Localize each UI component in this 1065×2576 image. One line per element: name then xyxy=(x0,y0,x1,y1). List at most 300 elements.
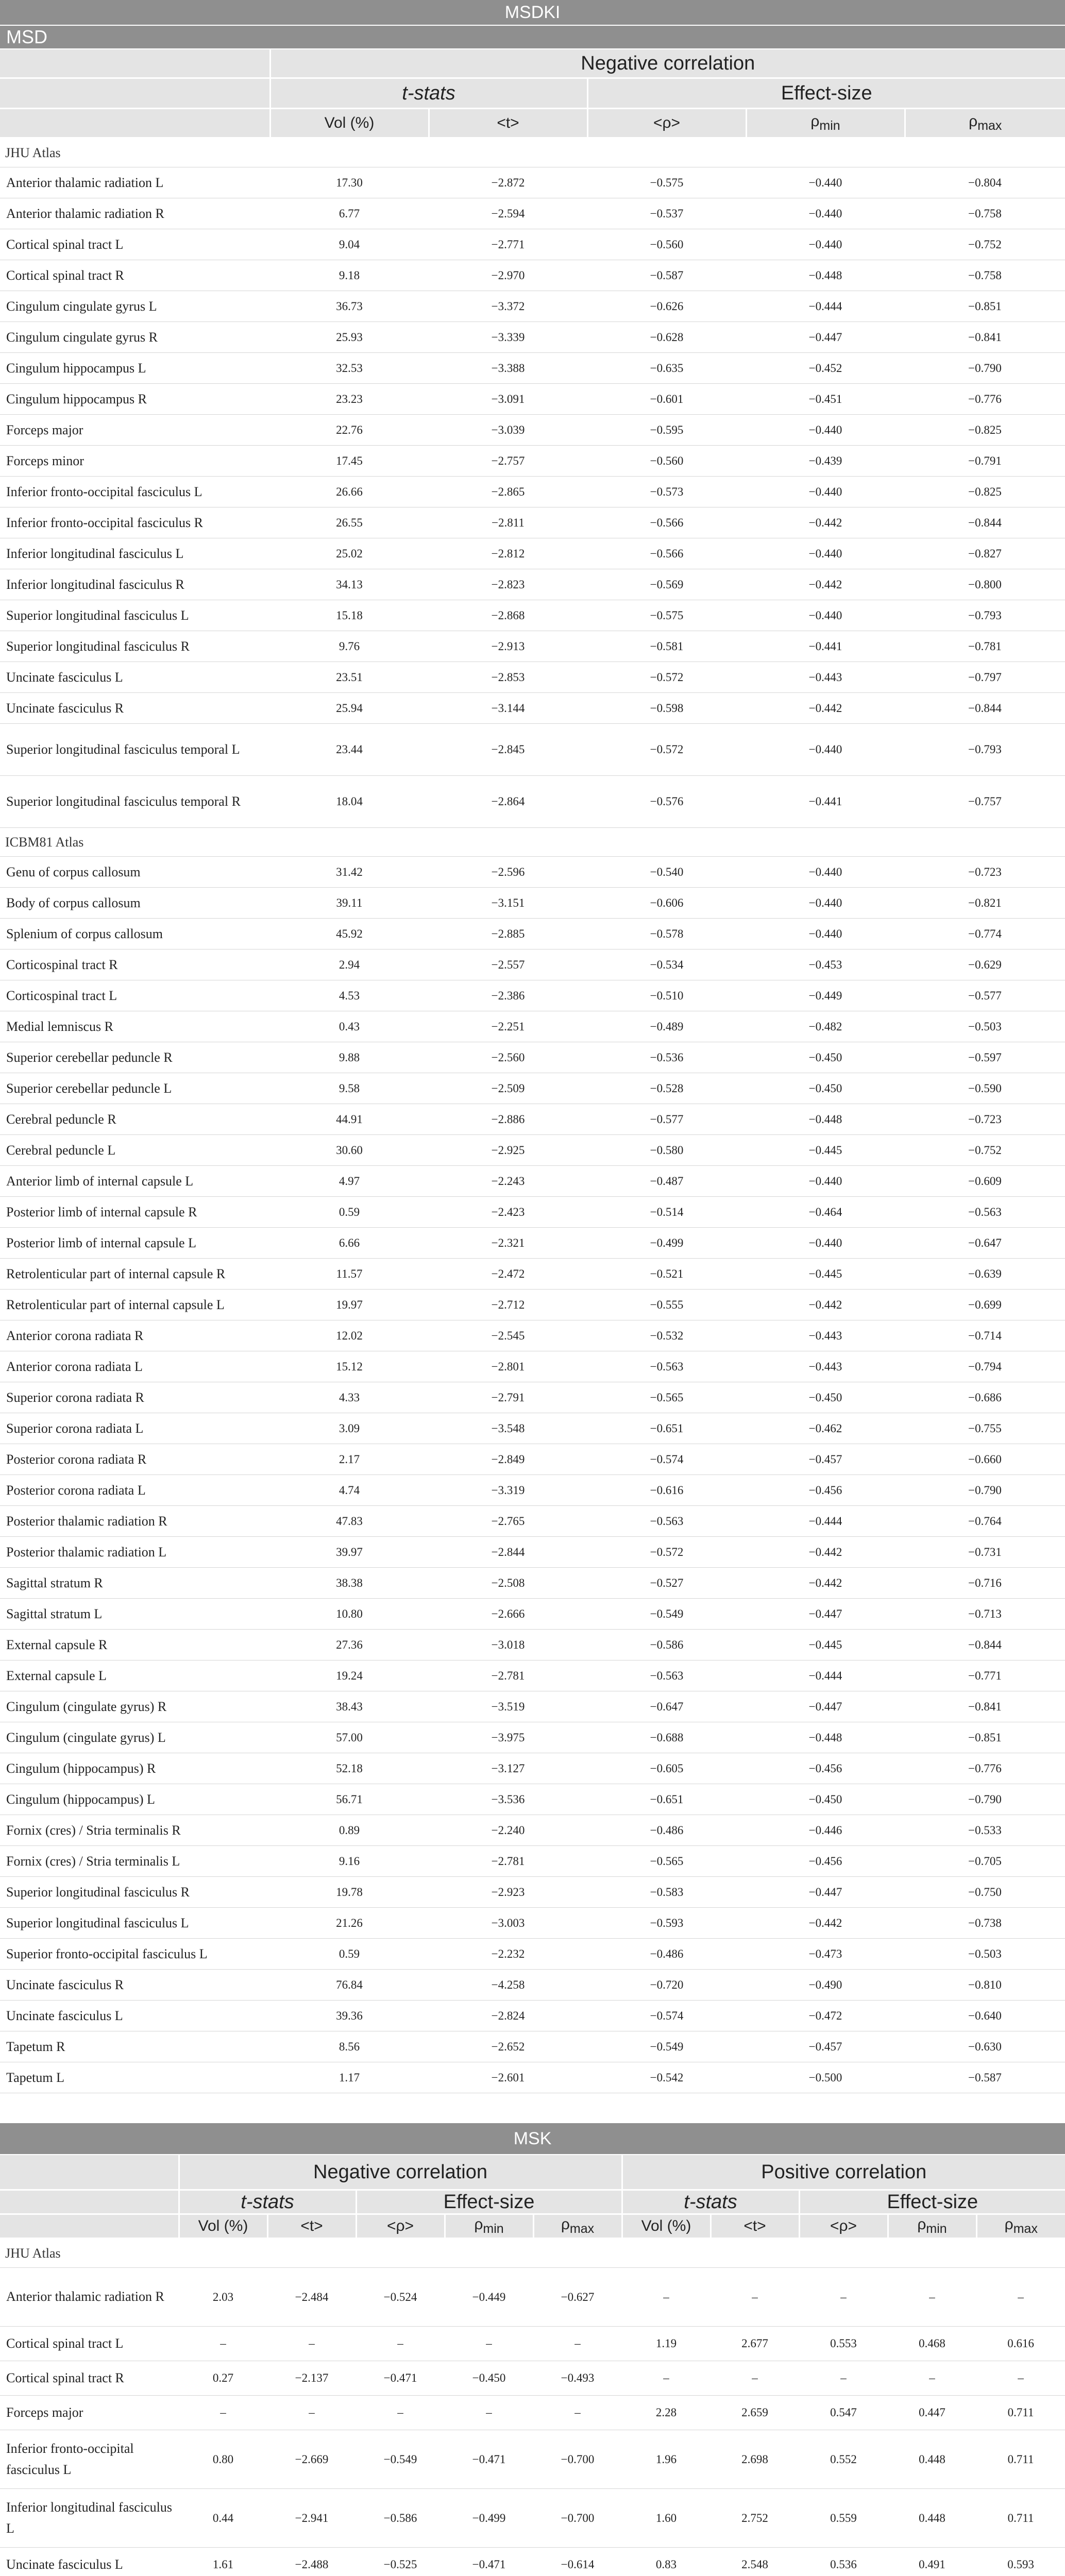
table-cell: −0.720 xyxy=(587,1970,746,2001)
table-cell: 23.23 xyxy=(270,384,429,415)
section-row-jhu xyxy=(0,2239,1065,2268)
table-cell: −0.537 xyxy=(587,198,746,229)
tstats-header xyxy=(270,78,587,109)
table-cell: −2.885 xyxy=(429,919,587,950)
table-cell: −2.864 xyxy=(429,776,587,828)
row-label: Anterior corona radiata L xyxy=(0,1351,270,1382)
msk-positive-header: Positive correlation xyxy=(622,2155,1065,2190)
rho-max-base: ρ xyxy=(969,113,978,130)
table-cell: −0.440 xyxy=(746,888,905,919)
row-label: Superior corona radiata L xyxy=(0,1413,270,1444)
table-cell: 0.559 xyxy=(799,2489,888,2548)
table-cell: −0.731 xyxy=(905,1537,1065,1568)
table-cell: 0.711 xyxy=(976,2396,1065,2430)
empty-header-cell xyxy=(0,2190,179,2214)
table-cell: 25.94 xyxy=(270,693,429,724)
table-cell: −2.845 xyxy=(429,724,587,776)
table-cell: −3.519 xyxy=(429,1691,587,1722)
table-row xyxy=(0,980,1065,1011)
table-cell: −0.442 xyxy=(746,1290,905,1320)
table-cell: −0.774 xyxy=(905,919,1065,950)
table-cell: −0.533 xyxy=(905,1815,1065,1846)
table-cell: −0.549 xyxy=(587,2031,746,2062)
table-cell: 52.18 xyxy=(270,1753,429,1784)
table-cell: – xyxy=(267,2327,356,2361)
row-label: Posterior thalamic radiation L xyxy=(0,1537,270,1568)
table-cell: −0.449 xyxy=(445,2268,533,2327)
table-cell: −0.573 xyxy=(587,477,746,507)
table-row xyxy=(0,1722,1065,1753)
table-row xyxy=(0,1351,1065,1382)
table-cell: – xyxy=(888,2361,976,2396)
table-cell: −0.456 xyxy=(746,1753,905,1784)
table-cell: −0.700 xyxy=(533,2489,622,2548)
table-cell: −0.851 xyxy=(905,1722,1065,1753)
table-cell: −0.576 xyxy=(587,776,746,828)
table-cell: −0.457 xyxy=(746,2031,905,2062)
table-cell: −0.534 xyxy=(587,950,746,980)
msd-icbm-body xyxy=(0,857,1065,2093)
row-label: Body of corpus callosum xyxy=(0,888,270,919)
table-cell: −0.844 xyxy=(905,507,1065,538)
table-cell: −0.790 xyxy=(905,1475,1065,1506)
table-cell: −2.508 xyxy=(429,1568,587,1599)
msd-subtitle-row xyxy=(0,25,1065,49)
table-cell: −0.758 xyxy=(905,260,1065,291)
table-cell: −0.440 xyxy=(746,857,905,888)
table-cell: 9.76 xyxy=(270,631,429,662)
table-cell: 9.58 xyxy=(270,1073,429,1104)
row-label: Fornix (cres) / Stria terminalis R xyxy=(0,1815,270,1846)
row-label: Posterior limb of internal capsule R xyxy=(0,1197,270,1228)
table-cell: −0.453 xyxy=(746,950,905,980)
table-cell: −0.563 xyxy=(905,1197,1065,1228)
row-label: Cortical spinal tract L xyxy=(0,229,270,260)
col-t-header: <t> xyxy=(429,109,587,138)
table-cell: −2.853 xyxy=(429,662,587,693)
table-cell: −0.781 xyxy=(905,631,1065,662)
table-cell: −0.574 xyxy=(587,1444,746,1475)
rho-min-sub: min xyxy=(819,118,840,133)
pos-tstats-header xyxy=(622,2190,799,2214)
table-cell: −0.499 xyxy=(587,1228,746,1259)
table-cell: 0.448 xyxy=(888,2430,976,2489)
table-cell: 4.33 xyxy=(270,1382,429,1413)
row-label: External capsule L xyxy=(0,1660,270,1691)
row-label: Anterior thalamic radiation R xyxy=(0,2268,179,2327)
table-cell: −0.841 xyxy=(905,1691,1065,1722)
table-cell: −2.886 xyxy=(429,1104,587,1135)
table-cell: −4.258 xyxy=(429,1970,587,2001)
table-cell: −0.487 xyxy=(587,1166,746,1197)
table-cell: – xyxy=(179,2396,267,2430)
table-row xyxy=(0,724,1065,776)
table-cell: −2.232 xyxy=(429,1939,587,1970)
section-label-icbm: ICBM81 Atlas xyxy=(0,828,1065,857)
table-cell: 0.553 xyxy=(799,2327,888,2361)
table-cell: – xyxy=(179,2327,267,2361)
table-cell: 6.77 xyxy=(270,198,429,229)
table-cell: 34.13 xyxy=(270,569,429,600)
table-cell: −0.601 xyxy=(587,384,746,415)
table-cell: 39.11 xyxy=(270,888,429,919)
table-cell: −3.339 xyxy=(429,322,587,353)
table-cell: −0.771 xyxy=(905,1660,1065,1691)
table-cell: −0.471 xyxy=(445,2430,533,2489)
table-cell: 0.80 xyxy=(179,2430,267,2489)
table-row xyxy=(0,1815,1065,1846)
col-vol-header: Vol (%) xyxy=(270,109,429,138)
empty-header-cell xyxy=(0,78,270,109)
table-cell: −2.824 xyxy=(429,2001,587,2031)
table-row xyxy=(0,662,1065,693)
table-cell: −0.651 xyxy=(587,1413,746,1444)
msd-subtitle: MSD xyxy=(0,25,1065,49)
table-cell: −0.651 xyxy=(587,1784,746,1815)
table-cell: −3.548 xyxy=(429,1413,587,1444)
table-row xyxy=(0,1135,1065,1166)
table-row xyxy=(0,1877,1065,1908)
table-cell: −0.700 xyxy=(533,2430,622,2489)
table-cell: 39.97 xyxy=(270,1537,429,1568)
table-cell: 3.09 xyxy=(270,1413,429,1444)
row-label: Fornix (cres) / Stria terminalis L xyxy=(0,1846,270,1877)
table-cell: −0.449 xyxy=(746,980,905,1011)
table-cell: −0.450 xyxy=(445,2361,533,2396)
table-cell: −2.812 xyxy=(429,538,587,569)
table-cell: −0.794 xyxy=(905,1351,1065,1382)
col-rho-max-header xyxy=(905,109,1065,138)
table-cell: 15.18 xyxy=(270,600,429,631)
table-cell: 8.56 xyxy=(270,2031,429,2062)
table-cell: −2.509 xyxy=(429,1073,587,1104)
table-cell: −0.686 xyxy=(905,1382,1065,1413)
table-cell: −0.473 xyxy=(746,1939,905,1970)
row-label: Sagittal stratum R xyxy=(0,1568,270,1599)
table-row xyxy=(0,2361,1065,2396)
table-cell: −0.452 xyxy=(746,353,905,384)
row-label: Tapetum L xyxy=(0,2062,270,2093)
table-cell: −0.450 xyxy=(746,1784,905,1815)
table-cell: −0.716 xyxy=(905,1568,1065,1599)
table-cell: −0.486 xyxy=(587,1939,746,1970)
table-cell: −0.635 xyxy=(587,353,746,384)
table-row xyxy=(0,477,1065,507)
table-cell: −0.447 xyxy=(746,1599,905,1630)
table-cell: −0.688 xyxy=(587,1722,746,1753)
table-cell: −0.442 xyxy=(746,1568,905,1599)
table-cell: 0.59 xyxy=(270,1939,429,1970)
row-label: Cerebral peduncle L xyxy=(0,1135,270,1166)
table-cell: −0.524 xyxy=(356,2268,445,2327)
table-cell: −0.442 xyxy=(746,1537,905,1568)
table-cell: −0.440 xyxy=(746,600,905,631)
table-cell: −0.757 xyxy=(905,776,1065,828)
table-row xyxy=(0,1939,1065,1970)
row-label: Forceps major xyxy=(0,2396,179,2430)
table-cell: – xyxy=(976,2268,1065,2327)
table-cell: −0.572 xyxy=(587,1537,746,1568)
rho-max-base: ρ xyxy=(561,2216,570,2233)
table-cell: −2.596 xyxy=(429,857,587,888)
table-row xyxy=(0,569,1065,600)
table-row xyxy=(0,1568,1065,1599)
table-cell: −2.137 xyxy=(267,2361,356,2396)
table-cell: −0.456 xyxy=(746,1475,905,1506)
row-label: Cingulum (hippocampus) R xyxy=(0,1753,270,1784)
table-cell: −0.575 xyxy=(587,167,746,198)
table-cell: 0.89 xyxy=(270,1815,429,1846)
row-label: Genu of corpus callosum xyxy=(0,857,270,888)
row-label: Uncinate fasciculus R xyxy=(0,1970,270,2001)
row-label: Superior fronto-occipital fasciculus L xyxy=(0,1939,270,1970)
table-cell: 1.61 xyxy=(179,2548,267,2576)
table-cell: −0.804 xyxy=(905,167,1065,198)
table-cell: −3.388 xyxy=(429,353,587,384)
table-cell: −0.440 xyxy=(746,167,905,198)
table-cell: −3.144 xyxy=(429,693,587,724)
table-cell: 9.18 xyxy=(270,260,429,291)
table-cell: −0.439 xyxy=(746,446,905,477)
row-label: Superior longitudinal fasciculus L xyxy=(0,600,270,631)
table-cell: −0.521 xyxy=(587,1259,746,1290)
table-cell: 19.78 xyxy=(270,1877,429,1908)
table-row xyxy=(0,600,1065,631)
table-cell: 0.711 xyxy=(976,2489,1065,2548)
rho-min-sub: min xyxy=(926,2222,947,2236)
row-label: Inferior fronto-occipital fasciculus L xyxy=(0,2430,179,2489)
table-cell: 0.59 xyxy=(270,1197,429,1228)
table-cell: −2.240 xyxy=(429,1815,587,1846)
rho-min-sub: min xyxy=(483,2222,504,2236)
row-label: Cingulum (cingulate gyrus) L xyxy=(0,1722,270,1753)
table-cell: −0.841 xyxy=(905,322,1065,353)
table-cell: 12.02 xyxy=(270,1320,429,1351)
table-cell: −0.851 xyxy=(905,291,1065,322)
table-cell: – xyxy=(976,2361,1065,2396)
table-cell: −0.540 xyxy=(587,857,746,888)
table-cell: 44.91 xyxy=(270,1104,429,1135)
table-cell: 23.44 xyxy=(270,724,429,776)
row-label: Sagittal stratum L xyxy=(0,1599,270,1630)
table-cell: – xyxy=(267,2396,356,2430)
row-label: Anterior corona radiata R xyxy=(0,1320,270,1351)
table-cell: −0.614 xyxy=(533,2548,622,2576)
table-cell: 30.60 xyxy=(270,1135,429,1166)
table-row xyxy=(0,415,1065,446)
table-cell: −0.587 xyxy=(587,260,746,291)
table-cell: −2.545 xyxy=(429,1320,587,1351)
table-cell: 10.80 xyxy=(270,1599,429,1630)
table-row xyxy=(0,2062,1065,2093)
msd-jhu-body xyxy=(0,167,1065,828)
pos-col-t: <t> xyxy=(711,2214,799,2239)
table-cell: −0.797 xyxy=(905,662,1065,693)
rho-max-base: ρ xyxy=(1004,2216,1013,2233)
table-row xyxy=(0,1228,1065,1259)
table-cell: −0.565 xyxy=(587,1382,746,1413)
table-cell: −2.823 xyxy=(429,569,587,600)
table-cell: 0.448 xyxy=(888,2489,976,2548)
table-cell: 2.698 xyxy=(711,2430,799,2489)
table-cell: −0.574 xyxy=(587,2001,746,2031)
table-row xyxy=(0,1413,1065,1444)
row-label: Superior cerebellar peduncle R xyxy=(0,1042,270,1073)
row-label: Cortical spinal tract R xyxy=(0,260,270,291)
table-cell: −0.758 xyxy=(905,198,1065,229)
table-cell: 2.03 xyxy=(179,2268,267,2327)
table-cell: −3.018 xyxy=(429,1630,587,1660)
col-rho-header: <ρ> xyxy=(587,109,746,138)
table-cell: 9.04 xyxy=(270,229,429,260)
table-cell: −0.723 xyxy=(905,857,1065,888)
table-cell: −0.450 xyxy=(746,1073,905,1104)
table-cell: −0.647 xyxy=(587,1691,746,1722)
table-row xyxy=(0,322,1065,353)
table-cell: −0.448 xyxy=(746,260,905,291)
row-label: Cingulum (cingulate gyrus) R xyxy=(0,1691,270,1722)
pos-tstats-text: t-stats xyxy=(684,2191,737,2213)
table-spacer xyxy=(0,2093,1065,2123)
table-cell: −0.490 xyxy=(746,1970,905,2001)
rho-max-sub: max xyxy=(1013,2222,1038,2236)
table-cell: 2.28 xyxy=(622,2396,711,2430)
table-cell: −0.800 xyxy=(905,569,1065,600)
table-cell: −0.444 xyxy=(746,291,905,322)
table-row xyxy=(0,2548,1065,2576)
table-cell: – xyxy=(711,2268,799,2327)
table-row xyxy=(0,1784,1065,1815)
table-cell: 1.60 xyxy=(622,2489,711,2548)
table-row xyxy=(0,1691,1065,1722)
table-cell: – xyxy=(888,2268,976,2327)
empty-header-cell xyxy=(0,2155,179,2190)
table-cell: −0.440 xyxy=(746,724,905,776)
rho-min-base: ρ xyxy=(810,113,820,130)
table-cell: −3.127 xyxy=(429,1753,587,1784)
row-label: Superior corona radiata R xyxy=(0,1382,270,1413)
table-cell: 4.97 xyxy=(270,1166,429,1197)
table-cell: −0.640 xyxy=(905,2001,1065,2031)
table-cell: −0.627 xyxy=(533,2268,622,2327)
table-row xyxy=(0,1166,1065,1197)
table-cell: −2.321 xyxy=(429,1228,587,1259)
table-cell: −2.791 xyxy=(429,1382,587,1413)
table-cell: −0.464 xyxy=(746,1197,905,1228)
table-cell: 25.02 xyxy=(270,538,429,569)
table-cell: −0.549 xyxy=(356,2430,445,2489)
table-row xyxy=(0,1908,1065,1939)
table-cell: −0.609 xyxy=(905,1166,1065,1197)
table-cell: −0.503 xyxy=(905,1011,1065,1042)
table-cell: −2.488 xyxy=(267,2548,356,2576)
table-row xyxy=(0,857,1065,888)
table-row xyxy=(0,1197,1065,1228)
row-label: Tapetum R xyxy=(0,2031,270,2062)
table-row xyxy=(0,1320,1065,1351)
neg-col-vol: Vol (%) xyxy=(179,2214,267,2239)
table-row xyxy=(0,1630,1065,1660)
table-cell: −0.503 xyxy=(905,1939,1065,1970)
table-cell: −0.606 xyxy=(587,888,746,919)
table-cell: −0.440 xyxy=(746,919,905,950)
table-cell: −2.484 xyxy=(267,2268,356,2327)
table-cell: 0.711 xyxy=(976,2430,1065,2489)
table-cell: −0.580 xyxy=(587,1135,746,1166)
table-cell: −0.776 xyxy=(905,384,1065,415)
table-cell: −0.440 xyxy=(746,538,905,569)
neg-tstats-text: t-stats xyxy=(241,2191,294,2213)
table-row xyxy=(0,631,1065,662)
table-row xyxy=(0,384,1065,415)
table-row xyxy=(0,198,1065,229)
table-cell: −2.666 xyxy=(429,1599,587,1630)
table-cell: −0.575 xyxy=(587,600,746,631)
table-cell: −2.251 xyxy=(429,1011,587,1042)
table-cell: −2.781 xyxy=(429,1846,587,1877)
row-label: Inferior longitudinal fasciculus L xyxy=(0,538,270,569)
table-cell: −3.372 xyxy=(429,291,587,322)
table-cell: −0.629 xyxy=(905,950,1065,980)
table-cell: −0.445 xyxy=(746,1630,905,1660)
table-cell: −0.605 xyxy=(587,1753,746,1784)
row-label: Retrolenticular part of internal capsule L xyxy=(0,1290,270,1320)
table-cell: −2.243 xyxy=(429,1166,587,1197)
table-row xyxy=(0,1444,1065,1475)
table-cell: 9.88 xyxy=(270,1042,429,1073)
table-cell: −2.557 xyxy=(429,950,587,980)
neg-effect-size-header: Effect-size xyxy=(356,2190,622,2214)
table-cell: −3.536 xyxy=(429,1784,587,1815)
table-cell: −0.593 xyxy=(587,1908,746,1939)
table-cell: −2.941 xyxy=(267,2489,356,2548)
table-row xyxy=(0,1970,1065,2001)
row-label: Forceps major xyxy=(0,415,270,446)
table-cell: −3.039 xyxy=(429,415,587,446)
table-cell: −0.525 xyxy=(356,2548,445,2576)
table-row xyxy=(0,1042,1065,1073)
table-cell: 76.84 xyxy=(270,1970,429,2001)
table-cell: −0.595 xyxy=(587,415,746,446)
table-cell: −3.319 xyxy=(429,1475,587,1506)
table-cell: 0.491 xyxy=(888,2548,976,2576)
col-rho-min-header xyxy=(746,109,905,138)
table-cell: −0.447 xyxy=(746,1691,905,1722)
rho-min-base: ρ xyxy=(474,2216,483,2233)
table-row xyxy=(0,1599,1065,1630)
table-cell: – xyxy=(533,2327,622,2361)
msk-subgroup-header-row xyxy=(0,2190,1065,2214)
table-row xyxy=(0,1290,1065,1320)
table-cell: −0.441 xyxy=(746,776,905,828)
row-label: Posterior thalamic radiation R xyxy=(0,1506,270,1537)
section-row-jhu xyxy=(0,138,1065,167)
rho-max-sub: max xyxy=(569,2222,595,2236)
table-cell: −0.586 xyxy=(356,2489,445,2548)
table-row xyxy=(0,260,1065,291)
table-row xyxy=(0,1104,1065,1135)
table-cell: 2.752 xyxy=(711,2489,799,2548)
table-cell: −0.825 xyxy=(905,415,1065,446)
table-cell: −0.447 xyxy=(746,322,905,353)
msk-title-row xyxy=(0,2123,1065,2155)
table-cell: −2.594 xyxy=(429,198,587,229)
table-cell: −2.423 xyxy=(429,1197,587,1228)
table-row xyxy=(0,167,1065,198)
table-cell: −0.752 xyxy=(905,229,1065,260)
table-cell: – xyxy=(533,2396,622,2430)
table-cell: 36.73 xyxy=(270,291,429,322)
